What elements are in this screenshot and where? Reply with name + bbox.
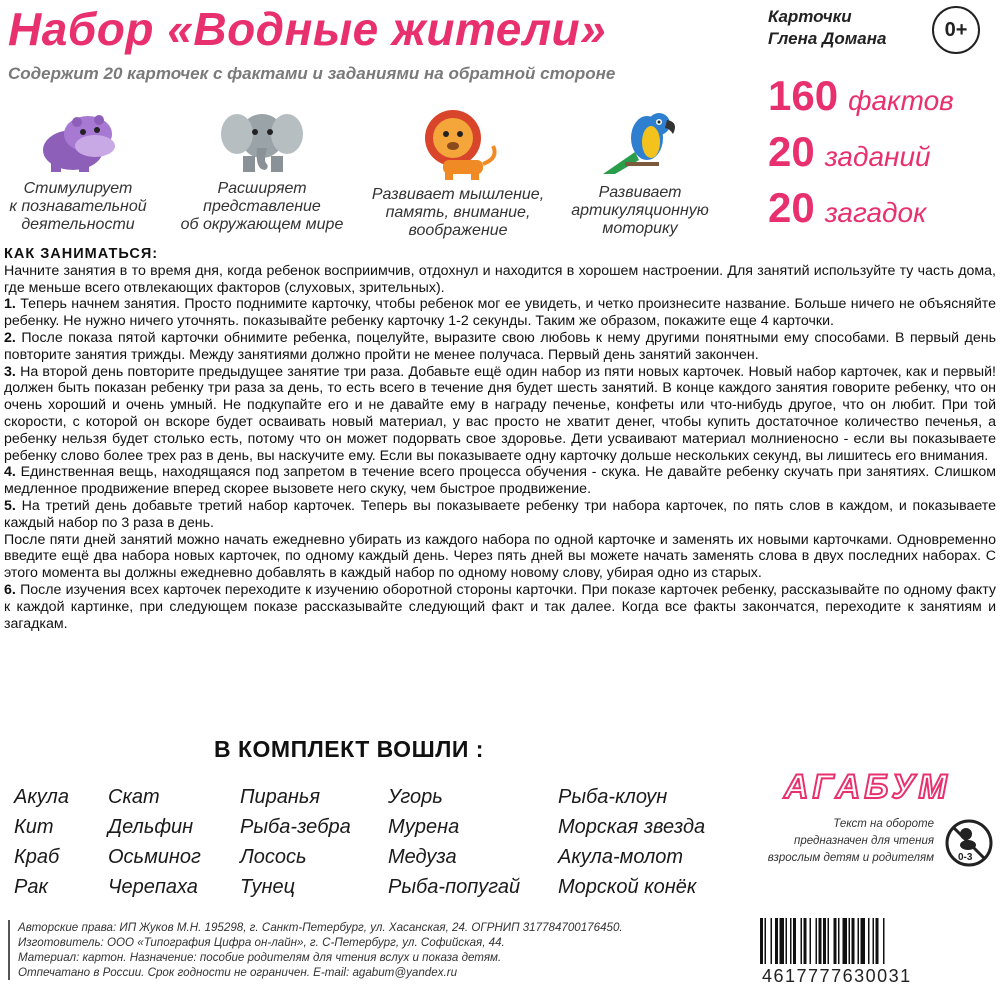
kit-item: Медуза [388, 846, 457, 868]
elephant-icon [217, 108, 307, 174]
barcode-bar [843, 918, 848, 964]
barcode-bar [816, 918, 818, 964]
kit-column [558, 782, 705, 902]
kit-item: Скат [108, 786, 160, 808]
barcode-bar [838, 918, 840, 964]
stat-tasks [768, 128, 931, 176]
kit-item: Акула [14, 786, 69, 808]
legal-line: Отпечатано в России. Срок годности не ограничен. E-mail: agabum@yandex.ru [18, 966, 458, 979]
step-text: После изучения всех карточек переходите к изучению оборотной стороны карточки. При показе карточек ребенку, рассказывайте по одному факту к каждой картинке, при следующем показе рассказывайте следующий факт и так далее. Когда все факты закончатся, переходите к занятиям и загадкам. [4, 581, 996, 632]
barcode-bar [823, 918, 826, 964]
age-restriction-icon [944, 818, 994, 868]
kit-item: Рыба-клоун [558, 786, 668, 808]
kit-item: Кит [14, 816, 54, 838]
kit-item: Рак [14, 876, 48, 898]
stat-number: 20 [768, 128, 815, 175]
lion-icon [413, 108, 503, 180]
caption-line: артикуляционную [571, 202, 709, 219]
instruction-step [4, 582, 996, 632]
legal-line: Изготовитель: ООО «Типография Цифра он-лайн», г. С-Петербург, ул. Софийская, 44. [18, 936, 505, 949]
kit-item: Морская звезда [558, 816, 706, 838]
agabum-logo [780, 766, 980, 808]
feature-world [162, 108, 362, 234]
step-number: 1. [4, 296, 16, 313]
barcode-bar [804, 918, 807, 964]
caption-line: моторику [602, 220, 678, 237]
caption-line: представление [203, 198, 321, 215]
instruction-step [4, 330, 996, 364]
kit-item: Мурена [388, 816, 460, 838]
step-number: 6. [4, 581, 16, 598]
instruction-step [4, 532, 996, 582]
age-note-line: предназначен для чтения [794, 835, 934, 847]
stat-facts [768, 72, 954, 120]
instruction-step [4, 498, 996, 532]
caption-line: память, внимание, [385, 204, 531, 221]
barcode-bar [819, 918, 822, 964]
barcode-bar [790, 918, 792, 964]
feature-cognitive [0, 108, 178, 234]
step-text: После показа пятой карточки обнимите ребенка, поцелуйте, выразите свою любовь к нему другими понятными ему способами. В первый день повторите занятия трижды. Между занятиями должно пройти не менее получаса. Первый день занятий закончен. [4, 329, 996, 363]
series-line-1: Карточки [768, 7, 852, 26]
barcode-icon [756, 918, 956, 964]
kit-item: Лосось [240, 846, 307, 868]
kit-item: Рыба-зебра [240, 816, 351, 838]
caption-line: Стимулирует [23, 180, 133, 197]
feature-thinking [358, 108, 558, 240]
kit-title: В КОМПЛЕКТ ВОШЛИ : [214, 736, 484, 762]
instructions-heading: КАК ЗАНИМАТЬСЯ: [4, 246, 159, 262]
subtitle: Содержит 20 карточек с фактами и заданиями на обратной стороне [8, 64, 616, 83]
barcode-bar [765, 918, 767, 964]
stat-number: 160 [768, 72, 839, 119]
step-text: После пяти дней занятий можно начать ежедневно убирать из каждого набора по одной карточке и заменять их новыми карточками. Одновременно введите ещё два набора новых карточек, по одному каждый день. Через пять дней вы можете начать заменять слова в двух последних наборах. С этого момента вы должны ежедневно добавлять в каждый набор по одному новому слову, убирая одно из старых. [4, 531, 996, 582]
stat-word: заданий [824, 141, 931, 172]
barcode-bar [876, 918, 879, 964]
barcode-bar [786, 918, 788, 964]
kit-item: Черепаха [108, 876, 198, 898]
legal-info [8, 920, 758, 980]
kit-item: Акула-молот [558, 846, 684, 868]
barcode-bar [780, 918, 785, 964]
caption-line: Развивает [598, 184, 682, 201]
stat-word: загадок [824, 197, 927, 228]
barcode-bar [883, 918, 885, 964]
step-number: 2. [4, 329, 16, 346]
caption-line: об окружающем мире [180, 216, 344, 233]
step-text: На третий день добавьте третий набор карточек. Теперь вы показываете ребенку три набора карточек, по пять слов в каждом, и показываете каждый набор по 3 раза в день. [4, 497, 996, 531]
step-text: Теперь начнем занятия. Просто поднимите карточку, чтобы ребенок мог ее увидеть, и четко произнесите название. Больше ничего не объясняйте ребенку. Не нужно ничего уточнять. показывайте ребенку карточку 1-2 секунды. Таким же образом, покажите еще 4 карточки. [4, 296, 996, 330]
feature-caption [358, 186, 558, 240]
caption-line: к познавательной [9, 198, 147, 215]
parrot-icon [595, 108, 685, 178]
step-number: 4. [4, 464, 16, 481]
step-text: Единственная вещь, находящаяся под запретом в течение всего процесса обучения - скука. Не давайте ребенку скучать при занятиях. Слишком медленное продвижение вперед скорее вызовете него скуку, чем быстрое продвижение. [4, 464, 996, 498]
barcode-bar [834, 918, 837, 964]
kit-item: Морской конёк [558, 876, 697, 898]
barcode-bar [828, 918, 830, 964]
legal-line: Авторские права: ИП Жуков М.Н. 195298, г. Санкт-Петербург, ул. Хасанская, 24. ОГРНИП 317784700176450. [18, 921, 623, 934]
instruction-step [4, 464, 996, 498]
barcode-bar [858, 918, 860, 964]
barcode-bar [801, 918, 803, 964]
kit-column [240, 782, 351, 902]
step-number: 3. [4, 363, 16, 380]
stat-word: фактов [848, 85, 954, 116]
kit-column [108, 782, 201, 902]
barcode-bar [810, 918, 812, 964]
series-line-2: Глена Домана [768, 29, 887, 48]
kit-item: Дельфин [108, 816, 194, 838]
feature-caption [540, 184, 740, 238]
instructions [4, 246, 996, 632]
kit-item: Тунец [240, 876, 296, 898]
instructions-intro: Начните занятия в то время дня, когда ребенок восприимчив, отдохнул и находится в хорошем настроении. Для занятий используйте ту часть дома, где меньше всего отвлекающих факторов (слуховых, зрительных). [4, 262, 996, 296]
legal-line: Материал: картон. Назначение: пособие родителям для чтения вслух и показа детям. [18, 951, 502, 964]
feature-caption [0, 180, 178, 234]
age-note [740, 816, 934, 867]
caption-line: Расширяет [217, 180, 307, 197]
feature-articulation [540, 108, 740, 238]
feature-caption [162, 180, 362, 234]
barcode-bar [873, 918, 875, 964]
barcode-bar [868, 918, 870, 964]
age-icon-label: 0-3 [958, 852, 973, 863]
kit-column [14, 782, 69, 902]
barcode-bar [849, 918, 851, 964]
age-note-line: взрослым детям и родителям [767, 852, 934, 864]
barcode-bar [852, 918, 855, 964]
hippo-icon [33, 108, 123, 174]
caption-line: воображение [408, 222, 508, 239]
age-rating-badge: 0+ [932, 6, 980, 54]
barcode-bar [861, 918, 866, 964]
barcode-number: 4617777630031 [762, 966, 912, 986]
barcode-bar [771, 918, 773, 964]
logo-text: АГАБУМ [784, 768, 951, 806]
instruction-step [4, 296, 996, 330]
kit-item: Рыба-попугай [388, 876, 521, 898]
instruction-step [4, 364, 996, 465]
barcode-bar [775, 918, 778, 964]
step-text: На второй день повторите предыдущее занятие три раза. Добавьте ещё один набор из пяти новых карточек. Новый набор карточек, как и первый! должен быть показан ребенку три раза за день, то есть всего в течение дня будет шесть занятий. В конце каждого занятия говорите ребенку, что он очень хороший и очень умный. Не подкупайте его и не давайте ему в награду печенье, конфеты или что-нибудь другое, что он любит. При той скорости, с которой он вскоре будет осваивать новый материал, у вас просто не хватит денег, чтобы купить достаточное количество печенья, а ребенку нельзя будет столько есть, потому что он может подорвать свое здоровье. Дети усваивают материал молниеносно - если вы показываете ребенку слово более трех раз в день, вы наскучите ему. Если вы показываете одну карточку дольше нескольких секунд, вы лишитесь его внимания. [4, 363, 996, 464]
caption-line: деятельности [21, 216, 135, 233]
kit-item: Пиранья [240, 786, 321, 808]
age-note-line: Текст на обороте [833, 818, 934, 830]
kit-item: Угорь [388, 786, 443, 808]
step-number: 5. [4, 497, 16, 514]
kit-column [388, 782, 520, 902]
barcode-bar [793, 918, 796, 964]
kit-item: Осьминог [108, 846, 201, 868]
page-title: Набор «Водные жители» [8, 3, 607, 55]
series-label [768, 6, 886, 50]
barcode-bar [760, 918, 763, 964]
caption-line: Развивает мышление, [371, 186, 545, 203]
stat-riddles [768, 184, 926, 232]
kit-item: Краб [14, 846, 60, 868]
stat-number: 20 [768, 184, 815, 231]
